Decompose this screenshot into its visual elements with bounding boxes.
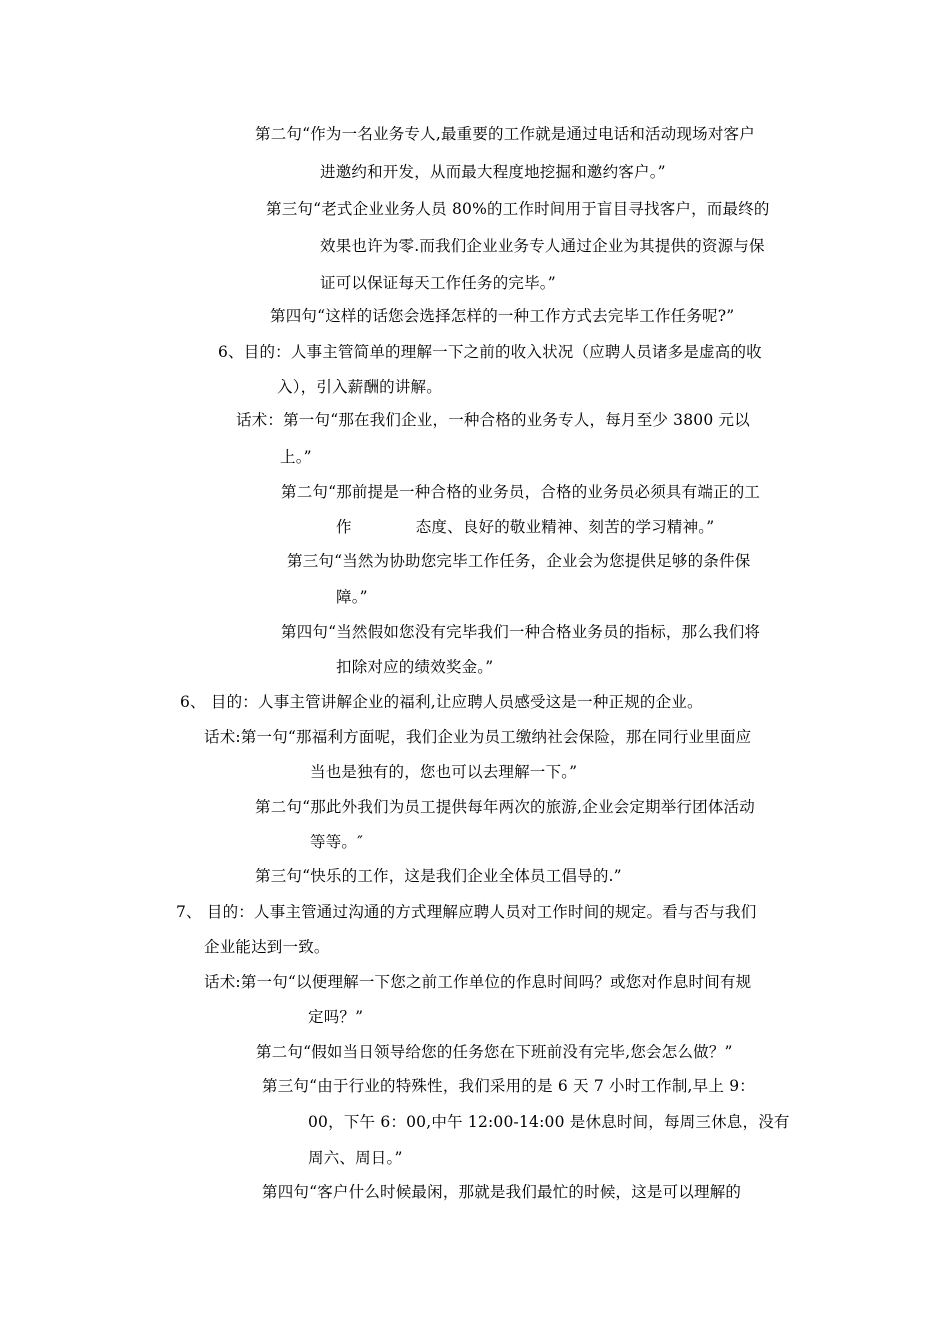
text-fragment: 态度、良好的敬业精神、刻苦的学习精神。” (415, 518, 715, 536)
text-line: 定吗？” (308, 1008, 364, 1026)
text-line: 6、目的：人事主管简单的理解一下之前的收入状况（应聘人员诸多是虚高的收 (218, 343, 762, 361)
text-line: 话术：第一句“那在我们企业，一种合格的业务专人，每月至少 3800 元以 (236, 411, 750, 429)
text-line: 第二句“假如当日领导给您的任务您在下班前没有完毕,您会怎么做？” (256, 1043, 733, 1061)
text-line: 等等。″ (310, 833, 364, 851)
text-line: 障。” (336, 588, 368, 606)
text-fragment: 作 (336, 518, 352, 536)
text-line: 6、 目的：人事主管讲解企业的福利,让应聘人员感受这是一种正规的企业。 (180, 693, 703, 711)
text-line: 00，下午 6：00,中午 12:00-14:00 是休息时间，每周三休息，没有 (308, 1113, 790, 1131)
text-line: 第二句“那前提是一种合格的业务员，合格的业务员必须具有端正的工 (281, 483, 761, 501)
text-line: 证可以保证每天工作任务的完毕。” (320, 274, 556, 292)
text-line: 企业能达到一致。 (204, 938, 330, 956)
text-line: 第四句“这样的话您会选择怎样的一种工作方式去完毕工作任务呢?” (270, 307, 735, 325)
text-line: 入），引入薪酬的讲解。 (277, 378, 442, 396)
text-line: 第二句“作为一名业务专人,最重要的工作就是通过电话和活动现场对客户 (255, 125, 755, 143)
text-line: 第三句“当然为协助您完毕工作任务，企业会为您提供足够的条件保 (287, 552, 751, 570)
text-line: 话术:第一句“那福利方面呢，我们企业为员工缴纳社会保险，那在同行业里面应 (204, 728, 752, 746)
text-line: 第二句“那此外我们为员工提供每年两次的旅游,企业会定期举行团体活动 (255, 798, 755, 816)
text-line: 7、 目的：人事主管通过沟通的方式理解应聘人员对工作时间的规定。看与否与我们 (176, 903, 757, 921)
text-line: 第三句“快乐的工作，这是我们企业全体员工倡导的.” (255, 867, 622, 885)
text-line: 第三句“老式企业业务人员 80%的工作时间用于盲目寻找客户，而最终的 (266, 200, 770, 218)
text-line: 第四句“当然假如您没有完毕我们一种合格业务员的指标，那么我们将 (281, 623, 761, 641)
text-line: 第三句“由于行业的特殊性，我们采用的是 6 天 7 小时工作制,早上 9： (262, 1077, 755, 1095)
text-line (336, 517, 714, 537)
text-line: 上。” (280, 448, 312, 466)
text-line: 话术:第一句“以便理解一下您之前工作单位的作息时间吗？或您对作息时间有规 (204, 973, 752, 991)
text-line: 周六、周日。” (308, 1149, 403, 1167)
text-line: 第四句“客户什么时候最闲，那就是我们最忙的时候，这是可以理解的 (262, 1183, 742, 1201)
text-line: 当也是独有的，您也可以去理解一下。” (310, 763, 578, 781)
text-line: 扣除对应的绩效奖金。” (336, 658, 494, 676)
text-line: 效果也许为零.而我们企业业务专人通过企业为其提供的资源与保 (320, 237, 765, 255)
text-line: 进邀约和开发，从而最大程度地挖掘和邀约客户。” (320, 163, 666, 181)
